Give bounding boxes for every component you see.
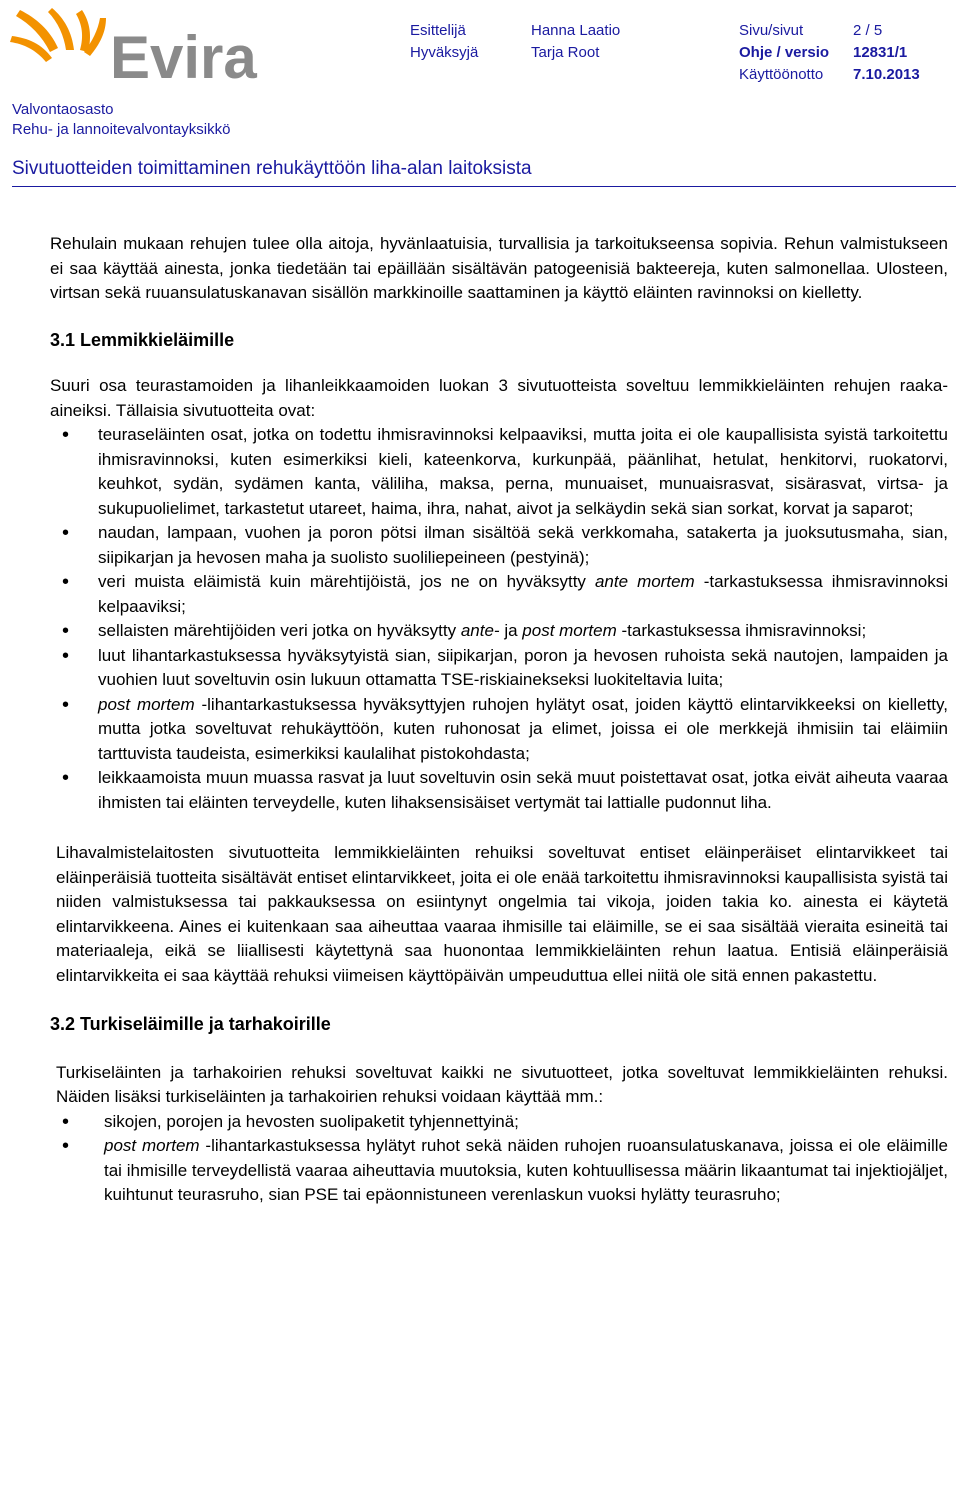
esittelija-label: Esittelijä [410, 22, 466, 39]
organization-unit [12, 100, 230, 140]
section-3-2-intro: Turkiseläinten ja tarhakoirien rehuksi soveltuvat kaikki ne sivutuotteet, jotka soveltuvat lemmikkieläinten rehuksi. Näiden lisäksi turkiseläinten ja tarhakoirien rehuksi voidaan käyttää mm.: [56, 1062, 948, 1106]
sivu-label: Sivu/sivut [739, 22, 804, 39]
evira-sunburst-icon [6, 4, 266, 88]
document-title: Sivutuotteiden toimittaminen rehukäyttöön liha-alan laitoksista [12, 158, 532, 179]
section-3-1-list [30, 423, 948, 815]
kayttoonotto-label: Käyttöönotto [739, 66, 824, 83]
list-item: • teuraseläinten osat, jotka on todettu ihmisravinnoksi kelpaaviksi, mutta joita ei ole kaupallisista syistä tarkoitettu ihmisravinnoksi, kuten esimerkiksi kieli, kateenkorva, kurkunpää, päänlihat, hetulat, henkitorvi, ruokatorvi, keuhkot, sydän, sydämen kanta, väliliha, maksa, perna, munuaiset, munuaisrasvat, sisärasvat, virtsa- ja sukupuolielimet, tarkastetut utareet, haima, ihra, nahat, aivot ja selkäydin sekä sian sorkat, korvat ja saparot; [30, 423, 948, 521]
esittelija-value: Hanna Laatio [531, 22, 621, 39]
list-item: • naudan, lampaan, vuohen ja poron pötsi ilman sisältöä sekä verkkomaha, satakerta ja juoksutusmaha, sian, siipikarjan ja hevosen maha ja suolisto suoliliepeineen (pestyinä); [30, 521, 948, 570]
unit-line-2: Rehu- ja lannoitevalvontayksikkö [12, 121, 231, 138]
section-heading-3-1: 3.1 Lemmikkieläimille [50, 329, 235, 350]
hyvaksyja-label: Hyväksyjä [410, 44, 479, 61]
ohje-label: Ohje / versio [739, 44, 830, 61]
hyvaksyja-value: Tarja Root [531, 44, 600, 61]
list-item: • sellaisten märehtijöiden veri jotka on hyväksytty ante- ja post mortem -tarkastuksessa ihmisravinnoksi; [30, 619, 948, 644]
unit-line-1: Valvontaosasto [12, 101, 114, 118]
ohje-value: 12831/1 [853, 44, 908, 61]
document-body [50, 232, 948, 1208]
header-divider [12, 186, 956, 187]
section-heading-3-2: 3.2 Turkiseläimille ja tarhakoirille [50, 1014, 331, 1034]
evira-logo [6, 4, 266, 88]
section-3-1-paragraph: Lihavalmistelaitosten sivutuotteita lemmikkieläinten rehuiksi soveltuvat entiset eläinperäiset elintarvikkeet tai eläinperäisiä tuotteita sisältävät entiset elintarvikkeet, joita ei ole enää tarkoitettu ihmisravinnoksi kaupallisista syistä tai niiden valmistuksessa tai pakkauksessa on esiintynyt ongelmia tai vikoja, joiden takia ko. ainesta ei käytetä elintarvikkeena. Aines ei kuitenkaan saa aiheuttaa vaaraa ihmisille tai eläimille, se ei saa sisältää vieraita esineitä tai materiaaleja, eikä se liiallisesti käytettynä saa huonontaa lemmikkieläinten rehun laatua. Entisiä eläinperäisiä elintarvikkeita ei saa käyttää rehuksi viimeisen käyttöpäivän umpeuduttua ellei niitä ole sitä ennen pakastettu. [56, 843, 949, 985]
kayttoonotto-value: 7.10.2013 [853, 66, 920, 83]
list-item: • sikojen, porojen ja hevosten suolipaketit tyhjennettyinä; [30, 1110, 948, 1135]
list-item: • veri muista eläimistä kuin märehtijöistä, jos ne on hyväksytty ante mortem -tarkastuksessa ihmisravinnoksi kelpaaviksi; [30, 570, 948, 619]
section-3-1-intro: Suuri osa teurastamoiden ja lihanleikkaamoiden luokan 3 sivutuotteista soveltuu lemmikkieläinten rehujen raaka-aineiksi. Tällaisia sivutuotteita ovat: [50, 376, 948, 420]
list-item: • leikkaamoista muun muassa rasvat ja luut soveltuvin osin sekä muut poistettavat osat, jotka eivät aiheuta vaaraa ihmisten tai eläinten terveydelle, kuten lihaksensisäiset vertymät tai lattialle pudonnut liha. [30, 766, 948, 815]
list-item: • post mortem -lihantarkastuksessa hyväksyttyjen ruhojen hylätyt osat, joiden käyttö elintarvikkeeksi on kielletty, mutta jotka soveltuvat rehukäyttöön, kuten ruhonosat ja elimet, joissa ei ole merkkejä ihmisiin tai eläimiin tarttuvista taudeista, esimerkiksi kaulalihat pistokohdasta; [30, 693, 948, 767]
list-item: • post mortem -lihantarkastuksessa hylätyt ruhot sekä näiden ruhojen ruoansulatuskanava, joissa ei ole eläimille tai ihmisille terveydellistä vaaraa aiheuttavia muutoksia, kuten kohtuullisessa määrin likaantumat tai injektiojäljet, kuihtunut teurasruho, sian PSE tai epäonnistuneen verenlaskun vuoksi hylätty teurasruho; [30, 1134, 948, 1208]
svg-text:Evira: Evira [110, 24, 257, 88]
section-3-2-list [30, 1110, 948, 1208]
intro-paragraph: Rehulain mukaan rehujen tulee olla aitoja, hyvänlaatuisia, turvallisia ja tarkoitukseensa sopivia. Rehun valmistukseen ei saa käyttää ainesta, jonka tiedetään tai epäillään sisältävän patogeenisiä bakteereja, kuten salmonellaa. Ulosteen, virtsan sekä ruuansulatuskanavan sisällön markkinoille saattaminen ja käyttö eläinten ravinnoksi on kielletty. [50, 234, 948, 302]
sivu-value: 2 / 5 [853, 22, 883, 39]
list-item: • luut lihantarkastuksessa hyväksytyistä sian, siipikarjan, poron ja hevosen ruhoista sekä nautojen, lampaiden ja vuohien luut soveltuvin osin lukuun ottamatta TSE-riskiainekseksi luokiteltavia luita; [30, 644, 948, 693]
